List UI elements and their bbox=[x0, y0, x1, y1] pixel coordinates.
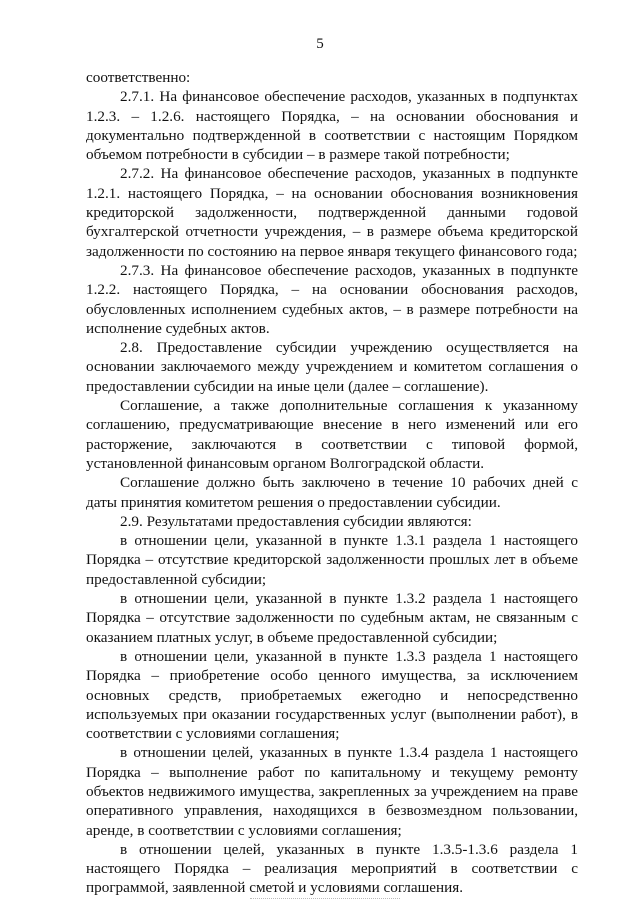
paragraph: в отношении целей, указанных в пункте 1.3.4 раздела 1 настоящего Порядка – выполнение работ по капитальному и текущему ремонту объектов недвижимого имущества, закрепленных за учреждением на праве оперативного управления, находящихся в безвозмездном пользовании, аренде, в соответствии с условиями соглашения; bbox=[86, 744, 578, 839]
paragraph: 2.7.3. На финансовое обеспечение расходов, указанных в подпункте 1.2.2. настоящего Порядка, – на основании обоснования расходов, обусловленных исполнением судебных актов, – в размере потребности на исполнение судебных актов. bbox=[86, 261, 578, 337]
paragraph: 2.9. Результатами предоставления субсидии являются: bbox=[120, 512, 472, 530]
paragraph: 2.7.2. На финансовое обеспечение расходов, указанных в подпункте 1.2.1. настоящего Порядка, – на основании обоснования возникновения кредиторской задолженности, подтвержденной данными годовой бухгалтерской отчетности учреждения, – в размере объема кредиторской задолженности по состоянию на первое января текущего финансового года; bbox=[86, 165, 578, 260]
page-number: 5 bbox=[316, 36, 324, 52]
paragraph: 2.8. Предоставление субсидии учреждению осуществляется на основании заключаемого между учреждением и комитетом соглашения о предоставлении субсидии на иные цели (далее – соглашение). bbox=[86, 339, 578, 395]
paragraph: в отношении цели, указанной в пункте 1.3.2 раздела 1 настоящего Порядка – отсутствие задолженности по судебным актам, не связанным с оказанием платных услуг, в объеме предоставленной субсидии; bbox=[86, 590, 578, 646]
paragraph: соответственно: bbox=[86, 69, 191, 86]
paragraph: Соглашение должно быть заключено в течение 10 рабочих дней с даты принятия комитетом решения о предоставлении субсидии. bbox=[86, 474, 578, 511]
scan-artifact-line bbox=[250, 898, 400, 900]
paragraph: 2.7.1. На финансовое обеспечение расходов, указанных в подпунктах 1.2.3. – 1.2.6. настоящего Порядка, – на основании обоснования и документально подтвержденной в соответствии с настоящим Порядком объемом потребности в субсидии – в размере такой потребности; bbox=[86, 88, 578, 164]
paragraph: в отношении цели, указанной в пункте 1.3.3 раздела 1 настоящего Порядка – приобретение особо ценного имущества, за исключением основных средств, приобретаемых ежегодно и непосредственно используемых при оказании государственных услуг (выполнении работ), в соответствии с условиями соглашения; bbox=[86, 647, 578, 743]
document-body bbox=[86, 68, 578, 898]
paragraph: в отношении целей, указанных в пункте 1.3.5-1.3.6 раздела 1 настоящего Порядка – реализация мероприятий в соответствии с программой, заявленной сметой и условиями соглашения. bbox=[86, 840, 578, 897]
paragraph: Соглашение, а также дополнительные соглашения к указанному соглашению, предусматривающие внесение в него изменений или его расторжение, заключаются в соответствии с типовой формой, установленной финансовым органом Волгоградской области. bbox=[86, 397, 578, 472]
paragraph: в отношении цели, указанной в пункте 1.3.1 раздела 1 настоящего Порядка – отсутствие кредиторской задолженности прошлых лет в объеме предоставленной субсидии; bbox=[86, 532, 578, 588]
